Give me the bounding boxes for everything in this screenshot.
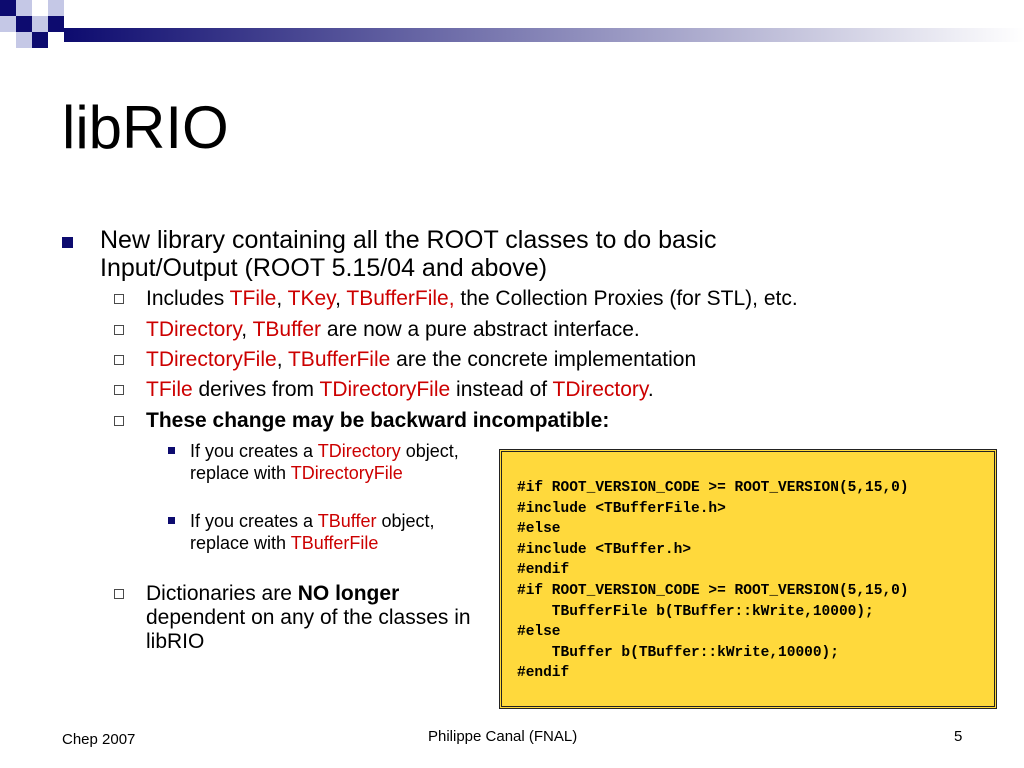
code-snippet: #if ROOT_VERSION_CODE >= ROOT_VERSION(5,15,0) #include <TBufferFile.h> #else #include <TBuffer.h> #endif #if ROOT_VERSION_CODE >= ROOT_VERSION(5,15,0) TBufferFile b(TBuffer::kWrite,10000); #else TBuffer b(TBuffer::kWrite,10000); #endif — [517, 480, 909, 682]
bullet-main — [62, 226, 822, 282]
code-snippet-box — [499, 449, 997, 709]
small-square-bullet-icon — [168, 447, 175, 454]
header-decoration — [0, 0, 1024, 60]
footer-page-number: 5 — [954, 728, 963, 745]
hollow-square-bullet-icon — [114, 355, 124, 365]
square-bullet-icon — [62, 237, 73, 248]
hollow-square-bullet-icon — [114, 589, 124, 599]
small-square-bullet-icon — [168, 517, 175, 524]
hollow-square-bullet-icon — [114, 385, 124, 395]
slide-title: libRIO — [62, 94, 229, 161]
footer-center: Philippe Canal (FNAL) — [428, 728, 578, 745]
hollow-square-bullet-icon — [114, 416, 124, 426]
hollow-square-bullet-icon — [114, 294, 124, 304]
hollow-square-bullet-icon — [114, 325, 124, 335]
bullet-main-text: New library containing all the ROOT classes to do basic Input/Output (ROOT 5.15/04 and above) — [100, 226, 717, 282]
footer-left: Chep 2007 — [62, 731, 136, 748]
